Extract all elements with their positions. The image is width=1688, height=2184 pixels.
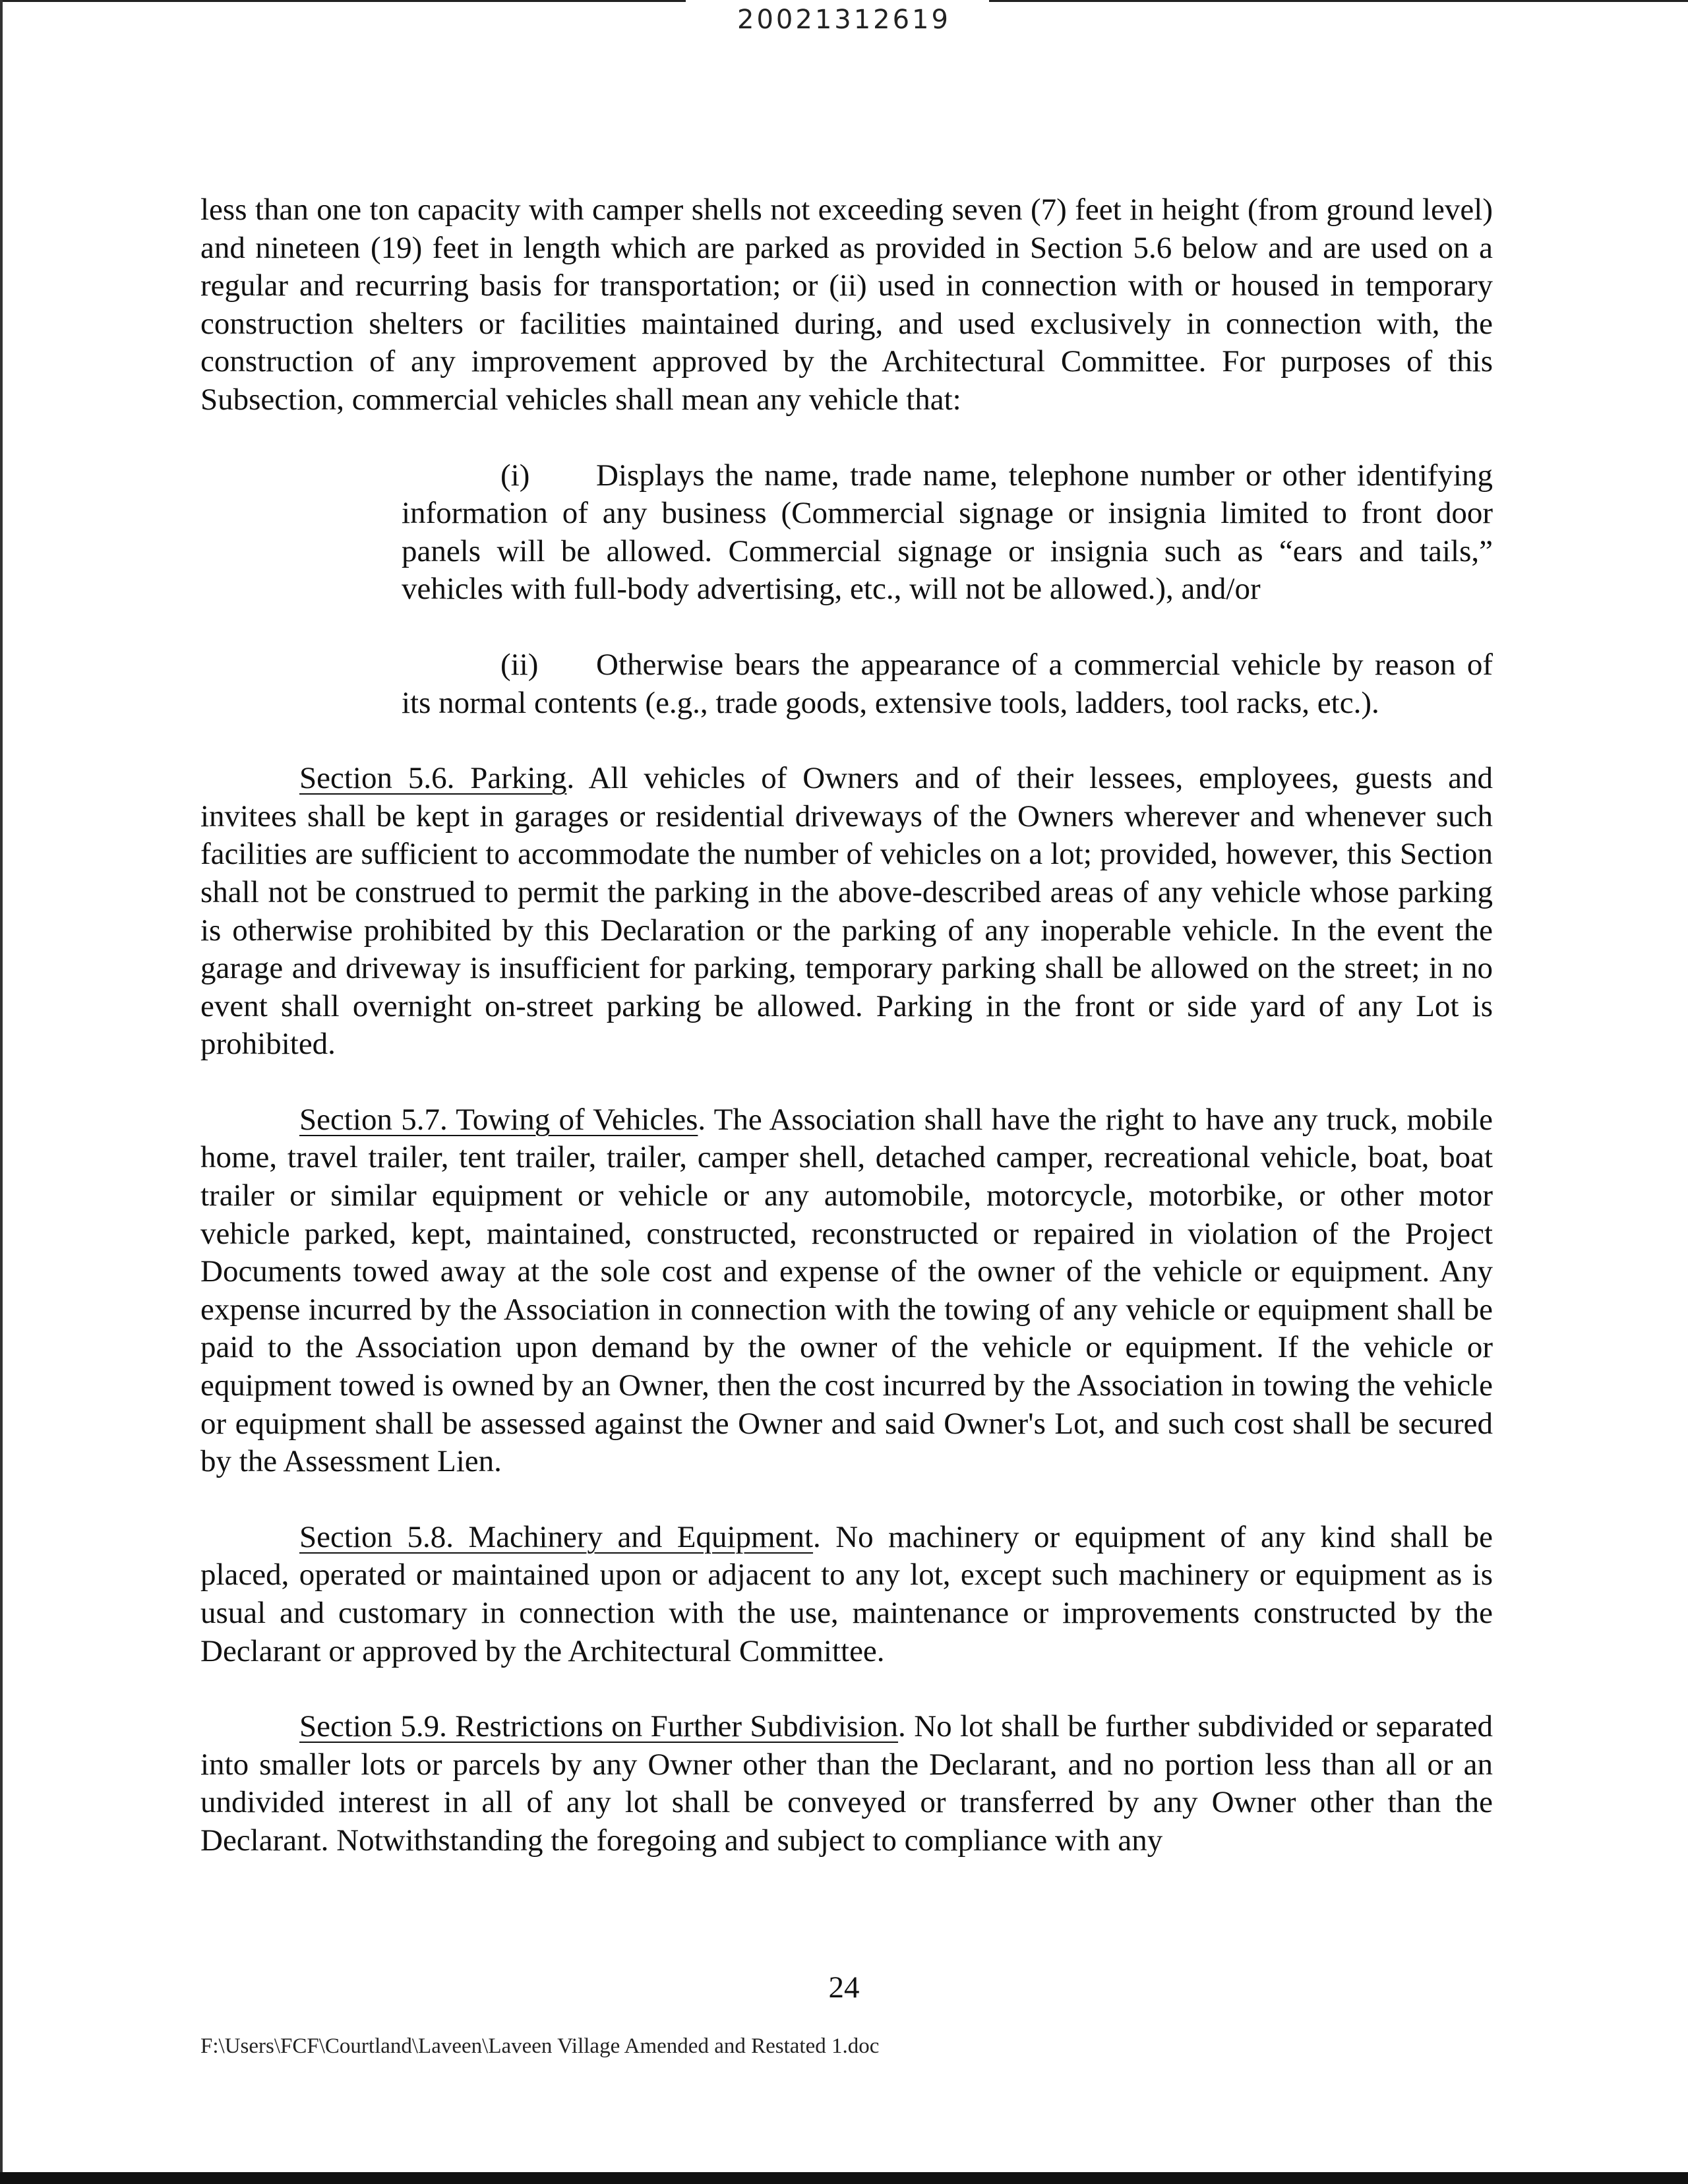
subitem-ii-number: (ii) [500,647,539,682]
section-5-7-text: . The Association shall have the right to have any truck, mobile home, travel trailer, tent trailer, trailer, camper shell, detached camper, recreational vehicle, boat, boat trailer or similar equipment or vehicle or any automobile, motorcycle, motorbike, or other motor vehicle parked, kept, maintained, constructed, reconstructed or repaired in violation of the Project Documents towed away at the sole cost and expense of the owner of the vehicle or equipment. Any expense incurred by the Association in connection with the towing of any vehicle or equipment shall be paid to the Association upon demand by the owner of the vehicle or equipment. If the vehicle or equipment towed is owned by an Owner, then the cost incurred by the Association in towing the vehicle or equipment shall be assessed against the Owner and said Owner's Lot, and such cost shall be secured by the Assessment Lien. [200,1102,1493,1479]
subitem-ii [402,646,1493,722]
section-5-9-heading: Section 5.9. Restrictions on Further Subdivision [299,1709,899,1744]
section-5-8-heading: Section 5.8. Machinery and Equipment [299,1519,814,1554]
subitem-i-number: (i) [500,458,530,493]
section-5-9-text: . No lot shall be further subdivided or separated into smaller lots or parcels by any Owner other than the Declarant, and no portion less than all or an undivided interest in all of any lot shall be conveyed or transferred by any Owner other than the Declarant. Notwithstanding the foregoing and subject to compliance with any [200,1709,1493,1858]
subitem-i [402,457,1493,609]
subitem-i-text: Displays the name, trade name, telephone number or other identifying information of any business (Commercial signage or insignia limited to front door panels will be allowed. Commercial signage or insignia such as “ears and tails,” vehicles with full-body advertising, etc., will not be allowed.), and/or [402,458,1493,607]
document-number: 20021312619 [737,5,951,35]
scan-left-edge [0,0,3,2184]
section-5-6-heading: Section 5.6. Parking [299,761,567,796]
section-5-9 [200,1708,1493,1860]
paragraph-commercial-vehicles: less than one ton capacity with camper shells not exceeding seven (7) feet in height (from ground level) and nineteen (19) feet in length which are parked as provided in Section 5.6 below and are used on a regular and recurring basis for transportation; or (ii) used in connection with or housed in temporary construction shelters or facilities maintained during, and used exclusively in connection with, the construction of any improvement approved by the Architectural Committee. For purposes of this Subsection, commercial vehicles shall mean any vehicle that: [200,193,1493,417]
section-5-7-heading: Section 5.7. Towing of Vehicles [299,1102,698,1137]
bottom-rule [0,2172,1688,2184]
section-5-6-text: . All vehicles of Owners and of their lessees, employees, guests and invitees shall be kept in garages or residential driveways of the Owners wherever and whenever such facilities are sufficient to accommodate the number of vehicles on a lot; provided, however, this Section shall not be construed to permit the parking in the above-described areas of any vehicle whose parking is otherwise prohibited by this Declaration or the parking of any inoperable vehicle. In the event the garage and driveway is insufficient for parking, temporary parking shall be allowed on the street; in no event shall overnight on-street parking be allowed. Parking in the front or side yard of any Lot is prohibited. [200,761,1493,1062]
footer-file-path: F:\Users\FCF\Courtland\Laveen\Laveen Village Amended and Restated 1.doc [200,2034,880,2058]
section-5-8-text: . No machinery or equipment of any kind shall be placed, operated or maintained upon or adjacent to any lot, except such machinery or equipment as is usual and customary in connection with the use, maintenance or improvements constructed by the Declarant or approved by the Architectural Committee. [200,1519,1493,1668]
page-number: 24 [828,1970,860,2005]
section-5-6 [200,760,1493,1064]
page-body [200,191,1493,1860]
section-5-7 [200,1101,1493,1481]
section-5-8 [200,1519,1493,1670]
subitem-ii-text: Otherwise bears the appearance of a commercial vehicle by reason of its normal contents (e.g., trade goods, extensive tools, ladders, tool racks, etc.). [402,647,1493,720]
